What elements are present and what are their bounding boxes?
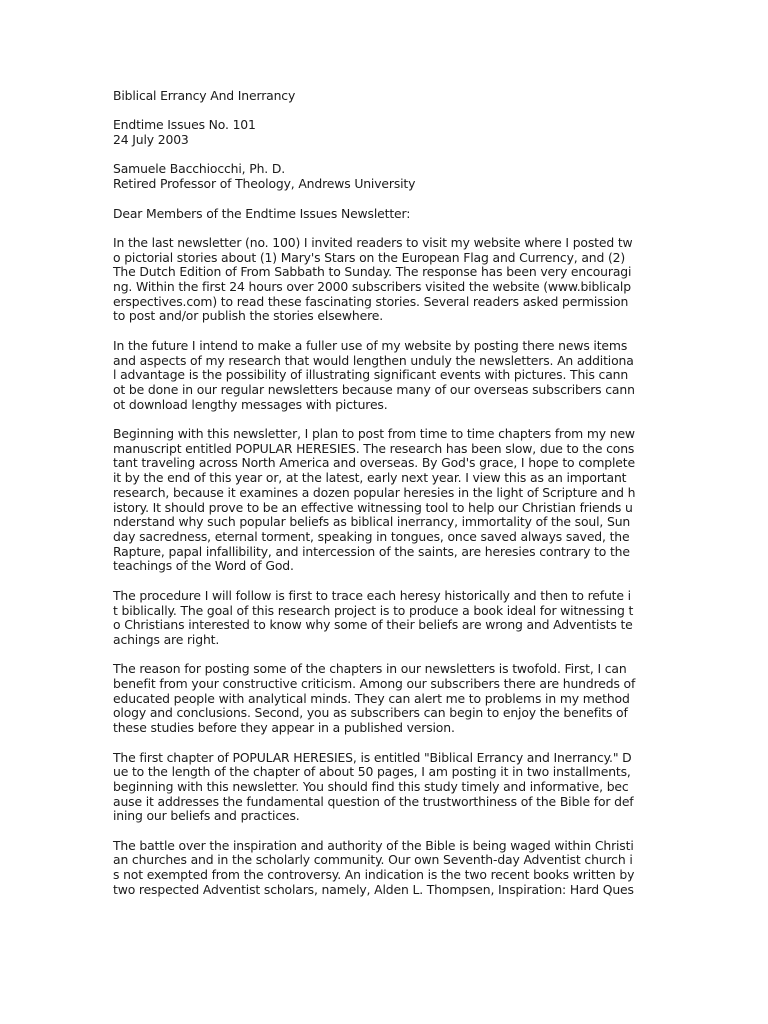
paragraph-2: In the future I intend to make a fuller use of my website by posting there news items and aspects of my research that would lengthen unduly the newsletters. An additiona l advantage is the possibility of illustrating significant events with pictures. This cann ot be done in our regular newsletters because many of our overseas subscribers cann ot download lengthy messages with pictures.	[113, 337, 635, 412]
issue-block	[113, 118, 658, 147]
author-name: Samuele Bacchiocchi, Ph. D.	[113, 161, 286, 177]
paragraph-5: The reason for posting some of the chapters in our newsletters is twofold. First, I can benefit from your constructive criticism. Among our subscribers there are hundreds of educated people with analytical minds. They can alert me to problems in my method ology and conclusions. Second, you as subscribers can begin to enjoy the benefits of these studies before they appear in a published version.	[113, 661, 636, 736]
paragraph-6: The first chapter of POPULAR HERESIES, is entitled "Biblical Errancy and Inerrancy." D ue to the length of the chapter of about 50 pages, I am posting it in two installments, beginning with this newsletter. You should find this study timely and informative, bec ause it addresses the fundamental question of the trustworthiness of the Bible for def ining our beliefs and practices.	[113, 749, 634, 824]
salutation: Dear Members of the Endtime Issues Newsletter:	[113, 205, 411, 221]
author-block	[113, 162, 658, 191]
document-body	[113, 89, 658, 912]
issue-date: 24 July 2003	[113, 132, 189, 148]
paragraph-1: In the last newsletter (no. 100) I invited readers to visit my website where I posted tw o pictorial stories about (1) Mary's Stars on the European Flag and Currency, and (2) The Dutch Edition of From Sabbath to Sunday. The response has been very encouragi ng. Within the first 24 hours over 2000 subscribers visited the website (www.biblicalp erspectives.com) to read these fascinating stories. Several readers asked permission to post and/or publish the stories elsewhere.	[113, 234, 633, 324]
paragraph-4: The procedure I will follow is first to trace each heresy historically and then to refute i t biblically. The goal of this research project is to produce a book ideal for witnessing t o Christians interested to know why some of their beliefs are wrong and Adventists te achings are right.	[113, 587, 634, 647]
paragraph-3: Beginning with this newsletter, I plan to post from time to time chapters from my new manuscript entitled POPULAR HERESIES. The research has been slow, due to the cons tant traveling across North America and overseas. By God's grace, I hope to complete it by the end of this year or, at the latest, early next year. I view this as an important research, because it examines a dozen popular heresies in the light of Scripture and h istory. It should prove to be an effective witnessing tool to help our Christian friends u nderstand why such popular beliefs as biblical inerrancy, immortality of the soul, Sun day sacredness, eternal torment, speaking in tongues, once saved always saved, the Rapture, papal infallibility, and intercession of the saints, are heresies contrary to the teachings of the Word of God.	[113, 426, 636, 574]
paragraph-7: The battle over the inspiration and authority of the Bible is being waged within Christi an churches and in the scholarly community. Our own Seventh-day Adventist church i s not exempted from the controversy. An indication is the two recent books written by two respected Adventist scholars, namely, Alden L. Thompsen, Inspiration: Hard Ques	[113, 837, 635, 897]
issue-number: Endtime Issues No. 101	[113, 117, 256, 133]
document-title: Biblical Errancy And Inerrancy	[113, 88, 296, 103]
author-position: Retired Professor of Theology, Andrews University	[113, 176, 416, 192]
